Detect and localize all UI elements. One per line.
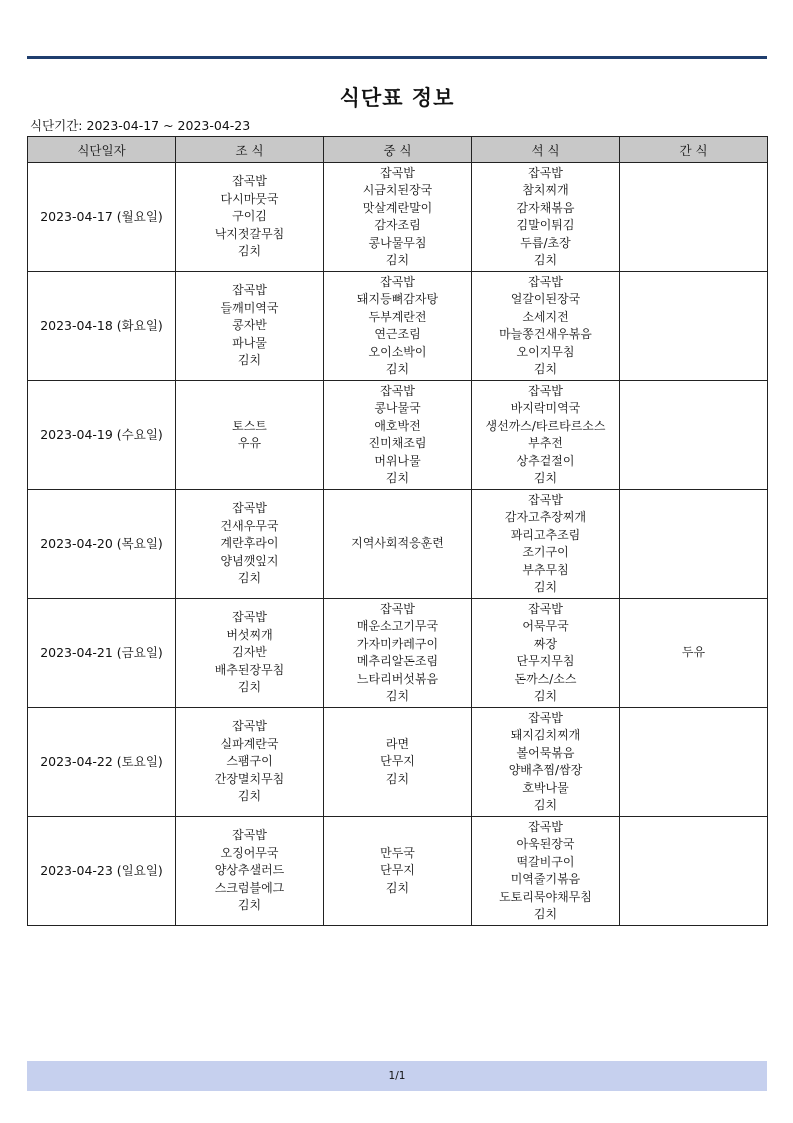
menu-item: 잡곡밥 <box>528 165 563 180</box>
snack-cell <box>620 163 768 272</box>
menu-item: 만두국 <box>380 845 415 860</box>
snack-cell <box>620 490 768 599</box>
menu-item: 지역사회적응훈련 <box>351 536 444 551</box>
breakfast-cell <box>176 381 324 490</box>
menu-item: 감자채볶음 <box>516 200 575 215</box>
table-row <box>28 599 768 708</box>
menu-item: 진미채조림 <box>368 436 427 450</box>
dinner-cell <box>472 163 620 272</box>
page-title: 식단표 정보 <box>339 86 455 110</box>
menu-item: 잡곡밥 <box>528 819 563 834</box>
lunch-cell <box>324 708 472 817</box>
dinner-cell <box>472 381 620 490</box>
menu-item: 스팸구이 <box>226 754 273 769</box>
meal-table <box>27 136 768 926</box>
menu-item: 잡곡밥 <box>528 274 563 289</box>
menu-item: 김치 <box>533 798 558 812</box>
header-date: 식단일자 <box>28 137 176 163</box>
menu-item: 미역줄기볶음 <box>510 872 581 886</box>
dinner-cell <box>472 817 620 926</box>
menu-item: 파나물 <box>232 335 267 350</box>
table-row <box>28 708 768 817</box>
date-cell: 2023-04-19 (수요일) <box>28 381 176 490</box>
menu-item: 우유 <box>237 436 262 450</box>
header-dinner: 석 식 <box>472 137 620 163</box>
menu-item: 오징어무국 <box>220 845 279 860</box>
breakfast-cell <box>176 272 324 381</box>
menu-item: 계란후라이 <box>220 536 279 551</box>
date-cell: 2023-04-23 (일요일) <box>28 817 176 926</box>
menu-item: 김치 <box>237 353 262 368</box>
dinner-cell <box>472 599 620 708</box>
menu-item: 김치 <box>533 471 558 485</box>
table-row <box>28 817 768 926</box>
menu-item: 어묵무국 <box>522 619 569 633</box>
menu-item: 김치 <box>533 253 558 267</box>
table-row <box>28 163 768 272</box>
menu-item: 두릅/초장 <box>520 235 571 250</box>
table-row <box>28 272 768 381</box>
meal-table-body <box>28 163 768 926</box>
snack-cell <box>620 817 768 926</box>
menu-item: 도토리묵야채무침 <box>499 889 592 904</box>
menu-item: 떡갈비구이 <box>516 854 575 869</box>
menu-item: 머위나물 <box>374 453 421 468</box>
menu-item: 실파계란국 <box>220 736 279 751</box>
snack-cell <box>620 381 768 490</box>
table-row <box>28 381 768 490</box>
snack-cell <box>620 708 768 817</box>
dinner-cell <box>472 708 620 817</box>
menu-item: 맛살계란말이 <box>362 200 433 215</box>
menu-item: 김치 <box>385 253 410 267</box>
menu-item: 생선까스/타르타르소스 <box>485 418 606 433</box>
menu-item: 잡곡밥 <box>232 610 267 625</box>
menu-item: 스크럼블에그 <box>214 880 285 895</box>
lunch-cell <box>324 599 472 708</box>
menu-item: 부추전 <box>528 436 563 450</box>
menu-item: 김치 <box>385 689 410 703</box>
menu-item: 김치 <box>533 689 558 703</box>
menu-item: 마늘쫑건새우볶음 <box>499 327 592 341</box>
menu-item: 김치 <box>385 471 410 485</box>
menu-item: 볼어묵볶음 <box>516 745 575 760</box>
menu-item: 시금치된장국 <box>362 183 433 197</box>
menu-item: 잡곡밥 <box>232 501 267 516</box>
menu-item: 배추된장무침 <box>214 662 285 677</box>
menu-item: 감자조림 <box>374 218 421 232</box>
menu-item: 잡곡밥 <box>380 601 415 616</box>
breakfast-cell <box>176 490 324 599</box>
date-cell: 2023-04-20 (목요일) <box>28 490 176 599</box>
menu-item: 아욱된장국 <box>516 837 575 851</box>
menu-item: 건새우무국 <box>220 518 279 533</box>
menu-item: 바지락미역국 <box>510 401 581 415</box>
date-cell: 2023-04-22 (토요일) <box>28 708 176 817</box>
menu-item: 다시마뭇국 <box>220 191 279 206</box>
lunch-cell <box>324 817 472 926</box>
menu-item: 양배추찜/쌈장 <box>508 763 583 777</box>
menu-item: 라면 <box>385 736 410 751</box>
menu-item: 김자반 <box>232 645 267 660</box>
date-cell: 2023-04-18 (화요일) <box>28 272 176 381</box>
menu-item: 들깨미역국 <box>220 300 279 315</box>
menu-item: 콩자반 <box>232 318 267 333</box>
menu-item: 잡곡밥 <box>232 174 267 189</box>
menu-item: 김치 <box>237 571 262 586</box>
menu-item: 애호박전 <box>374 418 421 433</box>
menu-item: 매운소고기무국 <box>356 619 439 633</box>
header-breakfast: 조 식 <box>176 137 324 163</box>
page-number: 1/1 <box>388 1070 406 1082</box>
menu-item: 잡곡밥 <box>528 710 563 725</box>
menu-item: 김치 <box>385 880 410 895</box>
menu-item: 잡곡밥 <box>232 283 267 298</box>
lunch-cell <box>324 381 472 490</box>
breakfast-cell <box>176 817 324 926</box>
menu-item: 잡곡밥 <box>232 828 267 843</box>
lunch-cell <box>324 490 472 599</box>
table-row <box>28 490 768 599</box>
menu-item: 잡곡밥 <box>380 274 415 289</box>
date-cell: 2023-04-17 (월요일) <box>28 163 176 272</box>
menu-item: 참치찌개 <box>522 183 569 197</box>
menu-item: 돼지등뼈감자탕 <box>356 292 439 306</box>
menu-item: 잡곡밥 <box>232 719 267 734</box>
menu-item: 김말이튀김 <box>516 218 575 232</box>
date-cell: 2023-04-21 (금요일) <box>28 599 176 708</box>
menu-item: 잡곡밥 <box>380 165 415 180</box>
header-snack: 간 식 <box>620 137 768 163</box>
menu-item: 오이소박이 <box>368 344 427 359</box>
menu-item: 잡곡밥 <box>380 383 415 398</box>
menu-item: 콩나물국 <box>374 401 421 415</box>
footer-bar <box>27 1061 767 1091</box>
menu-item: 김치 <box>385 362 410 376</box>
menu-item: 조기구이 <box>522 545 569 559</box>
menu-item: 두유 <box>681 645 706 660</box>
menu-item: 돼지김치찌개 <box>510 728 581 742</box>
menu-item: 토스트 <box>232 418 267 433</box>
top-rule <box>27 56 767 59</box>
lunch-cell <box>324 272 472 381</box>
menu-item: 김치 <box>237 680 262 695</box>
menu-item: 단무지 <box>380 863 415 878</box>
menu-item: 짜장 <box>533 636 558 651</box>
menu-item: 간장멸치무침 <box>214 771 285 786</box>
dinner-cell <box>472 272 620 381</box>
menu-item: 잡곡밥 <box>528 383 563 398</box>
menu-item: 김치 <box>237 789 262 804</box>
menu-item: 단무지 <box>380 754 415 769</box>
menu-item: 두부계란전 <box>368 309 427 324</box>
menu-item: 낙지젓갈무침 <box>214 226 285 241</box>
menu-item: 김치 <box>533 362 558 376</box>
menu-item: 김치 <box>237 898 262 913</box>
header-lunch: 중 식 <box>324 137 472 163</box>
meal-period: 식단기간: 2023-04-17 ~ 2023-04-23 <box>30 118 251 133</box>
menu-item: 김치 <box>533 907 558 921</box>
snack-cell <box>620 272 768 381</box>
menu-item: 소세지전 <box>522 309 569 324</box>
menu-item: 꽈리고추조림 <box>510 527 581 542</box>
menu-item: 콩나물무침 <box>368 235 427 250</box>
breakfast-cell <box>176 163 324 272</box>
menu-item: 김치 <box>237 244 262 259</box>
dinner-cell <box>472 490 620 599</box>
lunch-cell <box>324 163 472 272</box>
snack-cell <box>620 599 768 708</box>
breakfast-cell <box>176 599 324 708</box>
menu-item: 양상추샐러드 <box>214 863 285 878</box>
menu-item: 단무지무침 <box>516 654 575 668</box>
menu-item: 김치 <box>385 771 410 786</box>
table-header-row <box>28 137 768 163</box>
menu-item: 얼갈이된장국 <box>510 292 581 306</box>
menu-item: 호박나물 <box>522 780 569 795</box>
menu-item: 연근조림 <box>374 327 421 341</box>
menu-item: 감자고추장찌개 <box>504 510 587 524</box>
menu-item: 부추무침 <box>522 562 569 577</box>
menu-item: 구이김 <box>232 209 267 224</box>
menu-item: 양념깻잎지 <box>220 553 279 568</box>
menu-item: 오이지무침 <box>516 344 575 359</box>
menu-item: 잡곡밥 <box>528 492 563 507</box>
breakfast-cell <box>176 708 324 817</box>
menu-item: 버섯찌개 <box>226 627 273 642</box>
menu-item: 느타리버섯볶음 <box>356 671 439 686</box>
menu-item: 잡곡밥 <box>528 601 563 616</box>
menu-item: 김치 <box>533 580 558 594</box>
menu-item: 돈까스/소스 <box>514 671 577 686</box>
menu-item: 메추리알돈조림 <box>356 654 439 668</box>
menu-item: 가자미카레구이 <box>356 636 439 651</box>
menu-item: 상추겉절이 <box>516 453 575 468</box>
